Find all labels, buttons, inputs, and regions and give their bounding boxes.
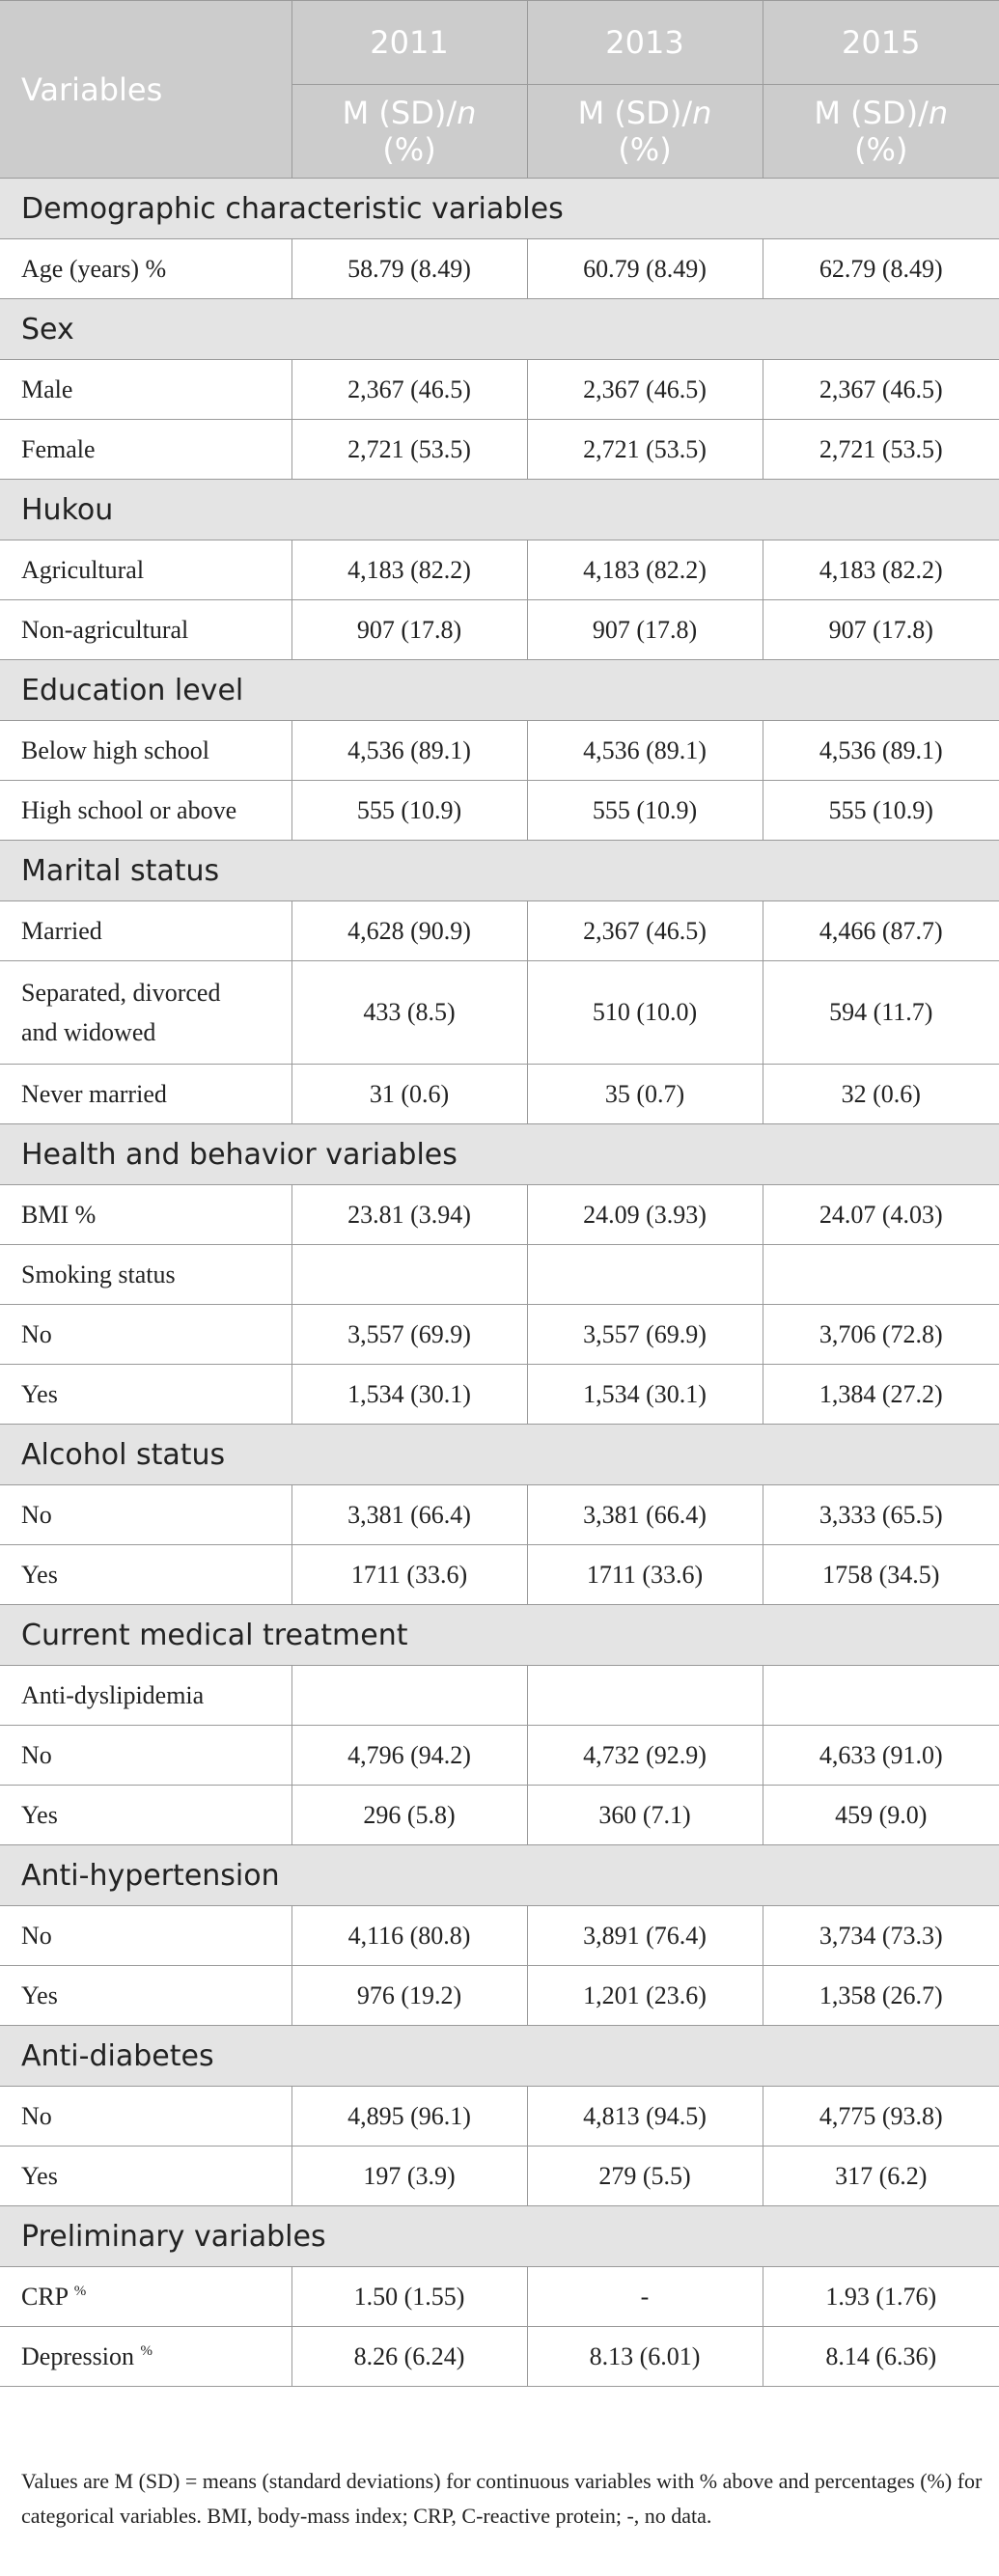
cell-value: 1758 (34.5) xyxy=(763,1545,999,1605)
row-label: Married xyxy=(0,901,291,961)
cell-value xyxy=(527,1666,763,1726)
cell-value: 3,891 (76.4) xyxy=(527,1906,763,1966)
year-header: 2013 xyxy=(527,1,763,85)
section-header-row xyxy=(0,1124,999,1185)
table-row xyxy=(0,2147,999,2206)
cell-value: 4,813 (94.5) xyxy=(527,2087,763,2147)
row-label-line: Separated, divorced xyxy=(21,979,221,1007)
cell-value: 35 (0.7) xyxy=(527,1065,763,1124)
year-header: 2011 xyxy=(291,1,527,85)
cell-value: 62.79 (8.49) xyxy=(763,239,999,299)
stat-header xyxy=(763,85,999,179)
cell-value: 32 (0.6) xyxy=(763,1065,999,1124)
section-header-row xyxy=(0,2206,999,2267)
cell-value xyxy=(291,1666,527,1726)
cell-value: 4,775 (93.8) xyxy=(763,2087,999,2147)
section-header-row xyxy=(0,1845,999,1906)
cell-value: 8.26 (6.24) xyxy=(291,2327,527,2387)
cell-value: 4,895 (96.1) xyxy=(291,2087,527,2147)
stat-header-prefix: M (SD)/ xyxy=(577,95,693,131)
section-header-row xyxy=(0,841,999,901)
variables-header: Variables xyxy=(0,1,291,179)
cell-value: 279 (5.5) xyxy=(527,2147,763,2206)
cell-value: 4,732 (92.9) xyxy=(527,1726,763,1786)
cell-value: 1,201 (23.6) xyxy=(527,1966,763,2026)
table-row xyxy=(0,1966,999,2026)
section-header-row xyxy=(0,2026,999,2087)
table-row xyxy=(0,1245,999,1305)
row-label: Male xyxy=(0,360,291,420)
header-row-years xyxy=(0,1,999,85)
row-label: No xyxy=(0,1906,291,1966)
stat-header-n: n xyxy=(692,95,712,131)
cell-value: 459 (9.0) xyxy=(763,1786,999,1845)
stat-header-suffix: (%) xyxy=(382,131,436,168)
table-row xyxy=(0,239,999,299)
cell-value: 3,557 (69.9) xyxy=(527,1305,763,1365)
table-row xyxy=(0,1906,999,1966)
cell-value: 31 (0.6) xyxy=(291,1065,527,1124)
table-row xyxy=(0,1545,999,1605)
table-row xyxy=(0,901,999,961)
cell-value: 555 (10.9) xyxy=(763,781,999,841)
section-title: Education level xyxy=(0,660,999,721)
row-label: High school or above xyxy=(0,781,291,841)
row-label: Female xyxy=(0,420,291,480)
cell-value: 24.07 (4.03) xyxy=(763,1185,999,1245)
cell-value: 8.14 (6.36) xyxy=(763,2327,999,2387)
cell-value: 197 (3.9) xyxy=(291,2147,527,2206)
table-row xyxy=(0,2327,999,2387)
cell-value: 594 (11.7) xyxy=(763,961,999,1065)
stat-header-prefix: M (SD)/ xyxy=(342,95,458,131)
row-label-text: CRP xyxy=(21,2282,69,2311)
cell-value: 907 (17.8) xyxy=(527,600,763,660)
section-title: Sex xyxy=(0,299,999,360)
cell-value: 4,796 (94.2) xyxy=(291,1726,527,1786)
row-label-superscript: % xyxy=(140,2342,153,2359)
row-label: Yes xyxy=(0,1966,291,2026)
cell-value: 3,706 (72.8) xyxy=(763,1305,999,1365)
row-label: BMI % xyxy=(0,1185,291,1245)
cell-value: 1,534 (30.1) xyxy=(527,1365,763,1425)
section-header-row xyxy=(0,299,999,360)
stat-header-suffix: (%) xyxy=(854,131,908,168)
row-label: Yes xyxy=(0,1786,291,1845)
cell-value: 4,183 (82.2) xyxy=(527,540,763,600)
cell-value: 555 (10.9) xyxy=(291,781,527,841)
table-row xyxy=(0,721,999,781)
table-row xyxy=(0,420,999,480)
cell-value: 1.50 (1.55) xyxy=(291,2267,527,2327)
stat-header xyxy=(291,85,527,179)
row-label: No xyxy=(0,1485,291,1545)
cell-value: 907 (17.8) xyxy=(763,600,999,660)
cell-value: 24.09 (3.93) xyxy=(527,1185,763,1245)
section-title: Anti-hypertension xyxy=(0,1845,999,1906)
cell-value: 2,367 (46.5) xyxy=(763,360,999,420)
cell-value: 2,721 (53.5) xyxy=(291,420,527,480)
table-row xyxy=(0,540,999,600)
cell-value: 4,536 (89.1) xyxy=(527,721,763,781)
section-title: Preliminary variables xyxy=(0,2206,999,2267)
section-title: Hukou xyxy=(0,480,999,540)
cell-value: 4,183 (82.2) xyxy=(763,540,999,600)
cell-value: 3,381 (66.4) xyxy=(527,1485,763,1545)
cell-value: 510 (10.0) xyxy=(527,961,763,1065)
cell-value: 4,536 (89.1) xyxy=(763,721,999,781)
cell-value xyxy=(763,1245,999,1305)
table-row xyxy=(0,1786,999,1845)
row-label: Age (years) % xyxy=(0,239,291,299)
cell-value xyxy=(527,1245,763,1305)
cell-value: - xyxy=(527,2267,763,2327)
row-label: Agricultural xyxy=(0,540,291,600)
cell-value: 58.79 (8.49) xyxy=(291,239,527,299)
cell-value: 296 (5.8) xyxy=(291,1786,527,1845)
cell-value: 3,557 (69.9) xyxy=(291,1305,527,1365)
row-label: Yes xyxy=(0,1545,291,1605)
cell-value: 4,628 (90.9) xyxy=(291,901,527,961)
cell-value: 907 (17.8) xyxy=(291,600,527,660)
table-row xyxy=(0,1305,999,1365)
section-header-row xyxy=(0,1605,999,1666)
row-label: Never married xyxy=(0,1065,291,1124)
section-header-row xyxy=(0,480,999,540)
cell-value: 2,721 (53.5) xyxy=(763,420,999,480)
section-header-row xyxy=(0,1425,999,1485)
table-row xyxy=(0,1185,999,1245)
row-label: No xyxy=(0,1726,291,1786)
section-title: Anti-diabetes xyxy=(0,2026,999,2087)
stat-header-prefix: M (SD)/ xyxy=(814,95,929,131)
stat-header-n: n xyxy=(928,95,949,131)
row-label xyxy=(0,961,291,1065)
stat-header-suffix: (%) xyxy=(618,131,672,168)
table-row xyxy=(0,961,999,1065)
table-row xyxy=(0,2087,999,2147)
row-label-text: Depression xyxy=(21,2341,134,2370)
cell-value: 1,534 (30.1) xyxy=(291,1365,527,1425)
cell-value: 3,734 (73.3) xyxy=(763,1906,999,1966)
table-row xyxy=(0,1365,999,1425)
cell-value: 2,367 (46.5) xyxy=(527,360,763,420)
section-title: Demographic characteristic variables xyxy=(0,179,999,239)
cell-value: 1711 (33.6) xyxy=(291,1545,527,1605)
stat-header xyxy=(527,85,763,179)
row-label: No xyxy=(0,2087,291,2147)
cell-value: 2,367 (46.5) xyxy=(527,901,763,961)
table-footnote: Values are M (SD) = means (standard deviations) for continuous variables with % above and percentages (%) for categorical variables. BMI, body-mass index; CRP, C-reactive protein; -, no data. xyxy=(21,2469,983,2528)
row-label xyxy=(0,2327,291,2387)
cell-value: 4,183 (82.2) xyxy=(291,540,527,600)
row-label: Below high school xyxy=(0,721,291,781)
cell-value: 8.13 (6.01) xyxy=(527,2327,763,2387)
cell-value: 317 (6.2) xyxy=(763,2147,999,2206)
cell-value: 4,116 (80.8) xyxy=(291,1906,527,1966)
table-row xyxy=(0,781,999,841)
cell-value: 1,358 (26.7) xyxy=(763,1966,999,2026)
cell-value: 976 (19.2) xyxy=(291,1966,527,2026)
table-row xyxy=(0,1726,999,1786)
table-row xyxy=(0,1666,999,1726)
cell-value: 3,333 (65.5) xyxy=(763,1485,999,1545)
row-label: Yes xyxy=(0,1365,291,1425)
section-title: Alcohol status xyxy=(0,1425,999,1485)
row-label: Yes xyxy=(0,2147,291,2206)
section-header-row xyxy=(0,660,999,721)
cell-value: 23.81 (3.94) xyxy=(291,1185,527,1245)
cell-value: 1,384 (27.2) xyxy=(763,1365,999,1425)
cell-value: 555 (10.9) xyxy=(527,781,763,841)
cell-value: 433 (8.5) xyxy=(291,961,527,1065)
cell-value xyxy=(291,1245,527,1305)
stat-header-n: n xyxy=(457,95,477,131)
section-title: Marital status xyxy=(0,841,999,901)
cell-value: 4,633 (91.0) xyxy=(763,1726,999,1786)
row-label-line: and widowed xyxy=(21,1018,156,1046)
cell-value: 360 (7.1) xyxy=(527,1786,763,1845)
cell-value xyxy=(763,1666,999,1726)
table-row xyxy=(0,1485,999,1545)
row-label: Anti-dyslipidemia xyxy=(0,1666,291,1726)
table-row xyxy=(0,1065,999,1124)
cell-value: 3,381 (66.4) xyxy=(291,1485,527,1545)
cell-value: 2,367 (46.5) xyxy=(291,360,527,420)
cell-value: 4,536 (89.1) xyxy=(291,721,527,781)
section-title: Current medical treatment xyxy=(0,1605,999,1666)
year-header: 2015 xyxy=(763,1,999,85)
row-label: No xyxy=(0,1305,291,1365)
cell-value: 1.93 (1.76) xyxy=(763,2267,999,2327)
cell-value: 4,466 (87.7) xyxy=(763,901,999,961)
row-label: Non-agricultural xyxy=(0,600,291,660)
row-label xyxy=(0,2267,291,2327)
cell-value: 2,721 (53.5) xyxy=(527,420,763,480)
table-row xyxy=(0,360,999,420)
row-label: Smoking status xyxy=(0,1245,291,1305)
section-title: Health and behavior variables xyxy=(0,1124,999,1185)
cell-value: 60.79 (8.49) xyxy=(527,239,763,299)
row-label-superscript: % xyxy=(73,2283,87,2299)
cell-value: 1711 (33.6) xyxy=(527,1545,763,1605)
table-row xyxy=(0,2267,999,2327)
section-header-row xyxy=(0,179,999,239)
table-row xyxy=(0,600,999,660)
